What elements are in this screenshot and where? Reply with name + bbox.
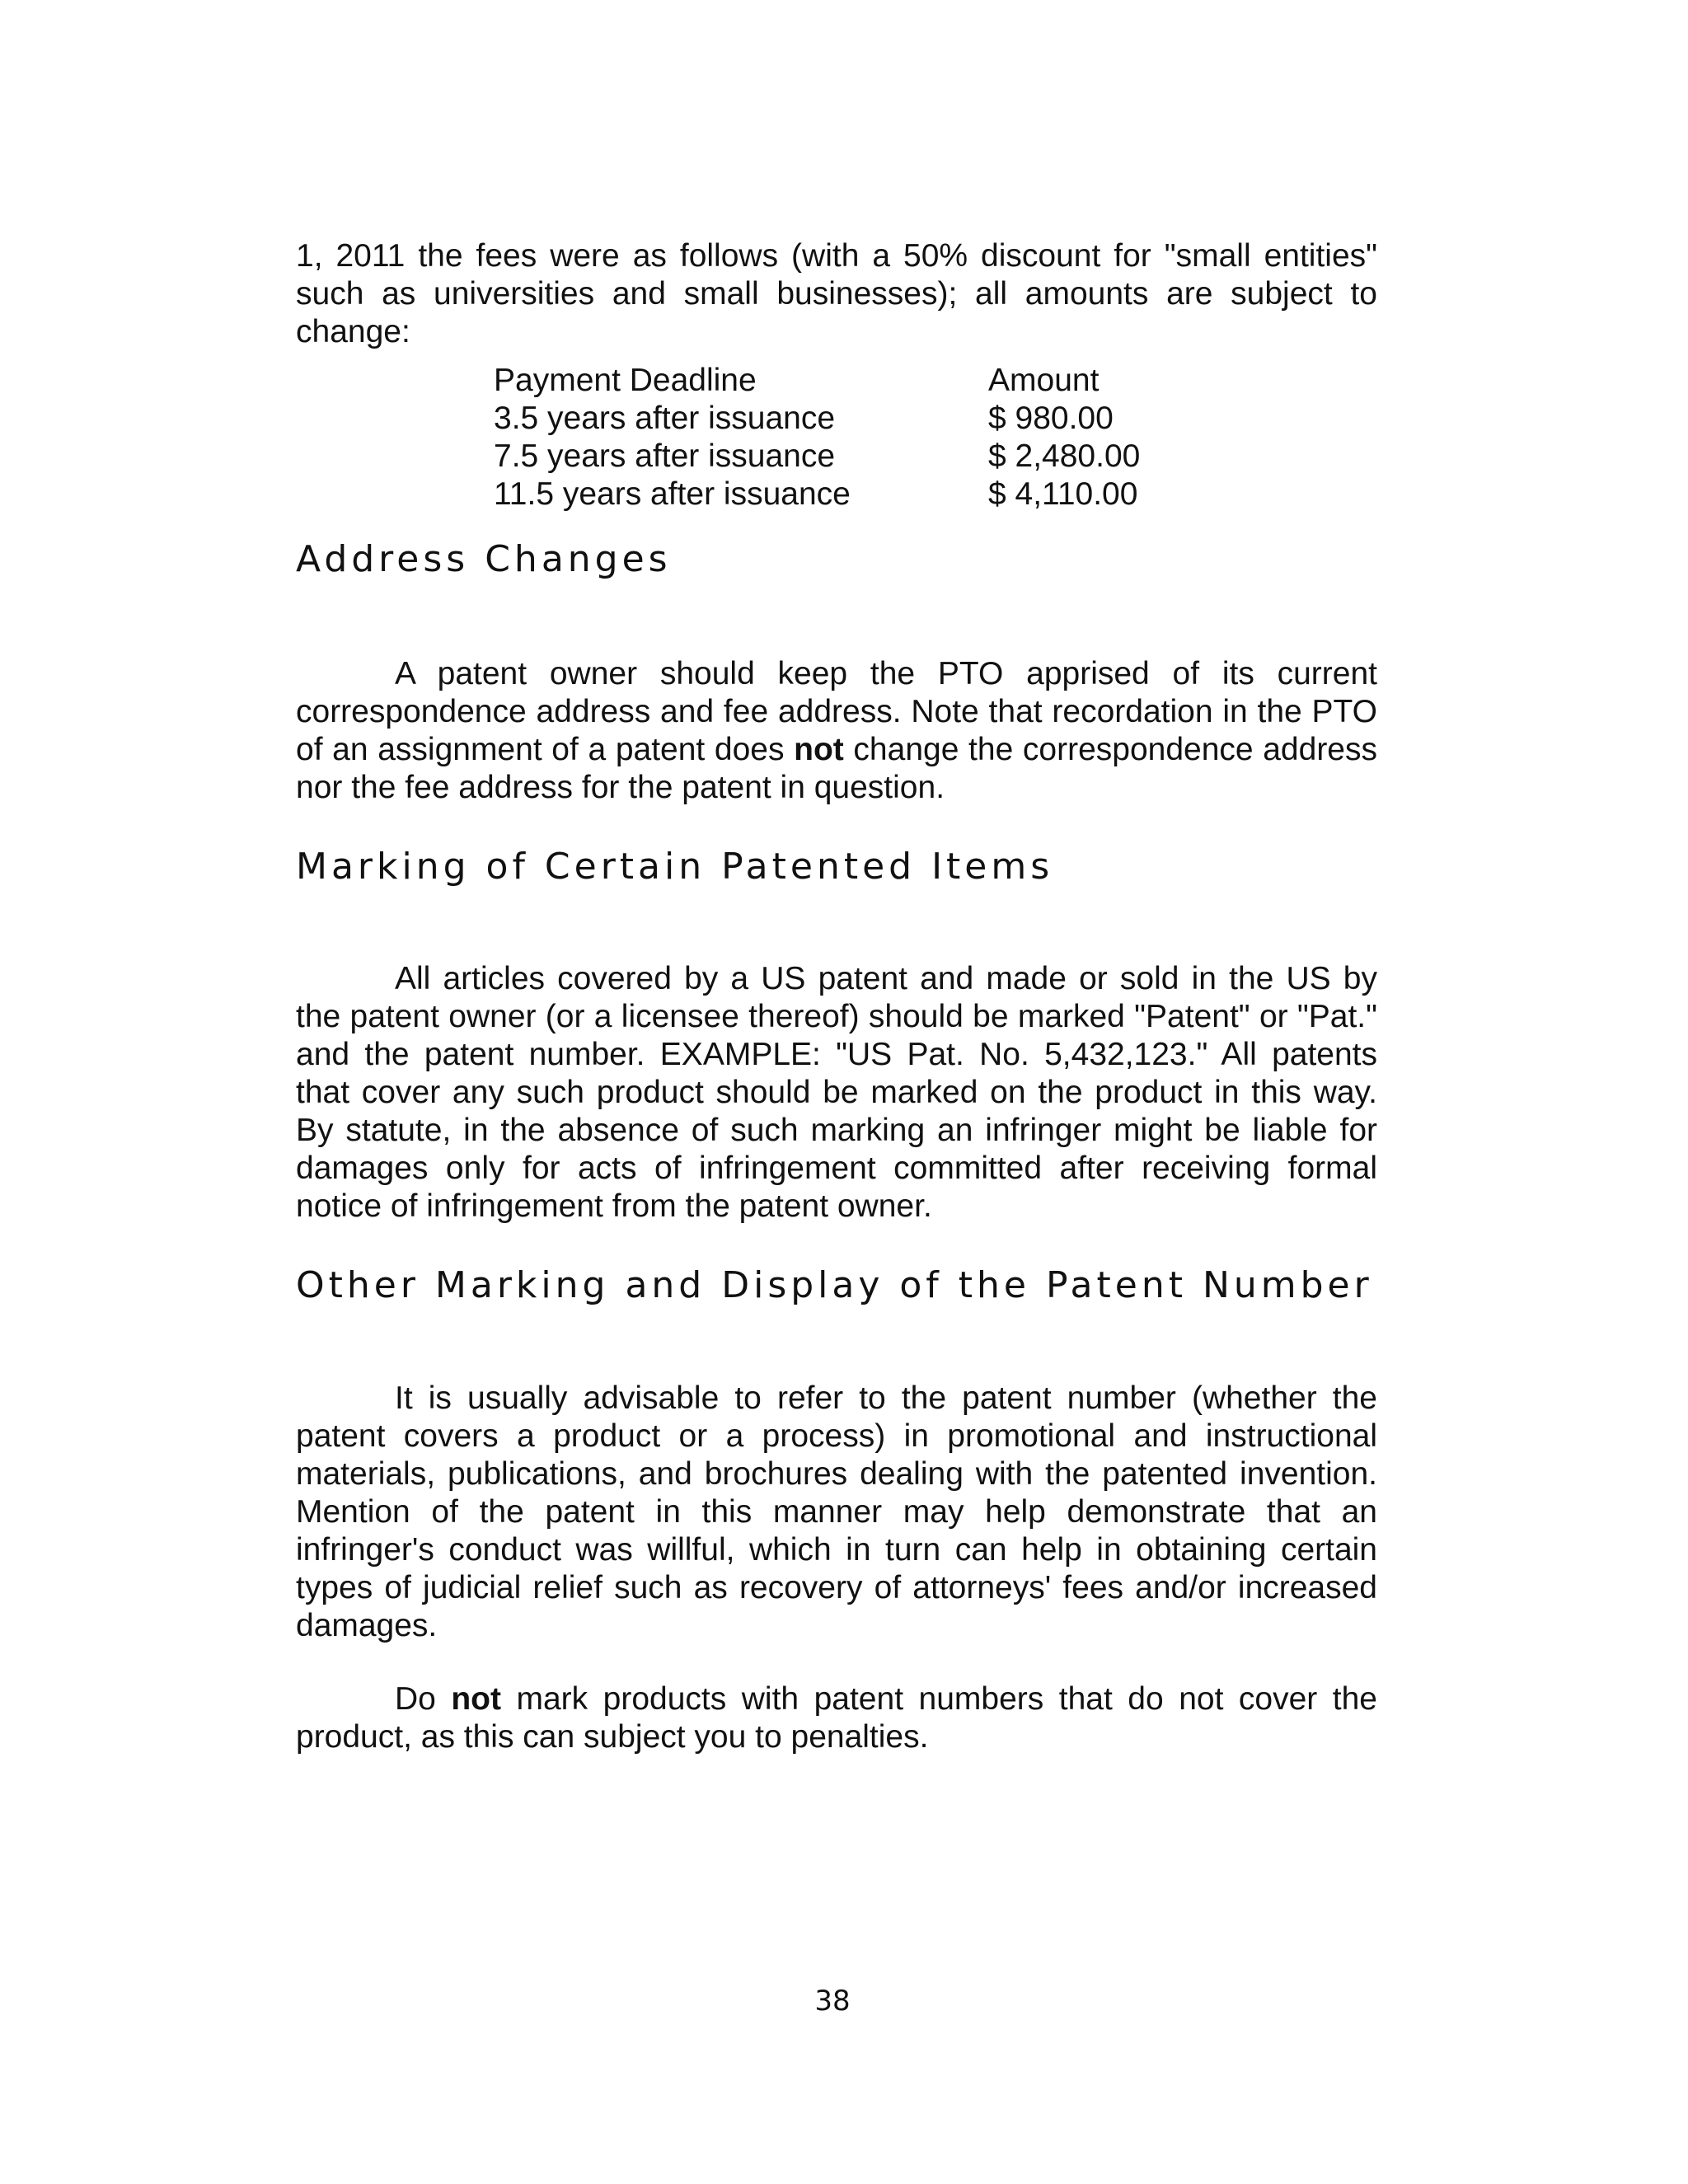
table-row [494, 400, 1236, 438]
amount-cell: $ 2,480.00 [988, 438, 1141, 474]
table-header-row [494, 362, 1236, 400]
paragraph-text-after: mark products with patent numbers that do not cover the product, as this can subject you to penalties. [296, 1681, 1377, 1755]
paragraph-text-before: A patent owner should keep the PTO apprised of its current correspondence address and fee address. Note that recordation in the PTO of an assignment of a patent does [296, 656, 1377, 767]
table-row [494, 438, 1236, 476]
section-heading-marking-patented-items: Marking of Certain Patented Items [296, 846, 1054, 888]
marking-paragraph: All articles covered by a US patent and made or sold in the US by the patent owner (or a licensee thereof) should be marked "Patent" or "Pat." and the patent number. EXAMPLE: "US Pat. No. 5,432,123." All patents that cover any such product should be marked on the product in this way. By statute, in the absence of such marking an infringer might be liable for damages only for acts of infringement committed after receiving formal notice of infringement from the patent owner. [296, 961, 1377, 1224]
column-header-amount: Amount [988, 363, 1100, 398]
amount-cell: $ 4,110.00 [988, 476, 1138, 512]
table-row [494, 476, 1236, 513]
emphasis-not: not [794, 732, 844, 767]
do-not-mark-paragraph [296, 1680, 1377, 1756]
column-header-payment-deadline: Payment Deadline [494, 363, 757, 398]
paragraph-text-after: change the correspondence address nor the fee address for the patent in question. [296, 732, 1377, 805]
amount-cell: $ 980.00 [988, 401, 1114, 436]
intro-paragraph: 1, 2011 the fees were as follows (with a 50% discount for "small entities" such as universities and small businesses); all amounts are subject to change: [296, 238, 1377, 349]
deadline-cell: 3.5 years after issuance [494, 401, 836, 436]
paragraph-text-before: Do [395, 1681, 452, 1717]
maintenance-fee-table [494, 362, 1236, 513]
page-number: 38 [814, 1985, 851, 2018]
section-heading-address-changes: Address Changes [296, 538, 672, 580]
other-marking-paragraph: It is usually advisable to refer to the patent number (whether the patent covers a product or a process) in promotional and instructional materials, publications, and brochures dealing with the patented invention. Mention of the patent in this manner may help demonstrate that an infringer's conduct was willful, which in turn can help in obtaining certain types of judicial relief such as recovery of attorneys' fees and/or increased damages. [296, 1380, 1377, 1643]
deadline-cell: 11.5 years after issuance [494, 476, 851, 512]
deadline-cell: 7.5 years after issuance [494, 438, 836, 474]
address-changes-paragraph [296, 655, 1377, 807]
emphasis-not: not [451, 1681, 501, 1717]
section-heading-other-marking: Other Marking and Display of the Patent Number [296, 1264, 1373, 1306]
